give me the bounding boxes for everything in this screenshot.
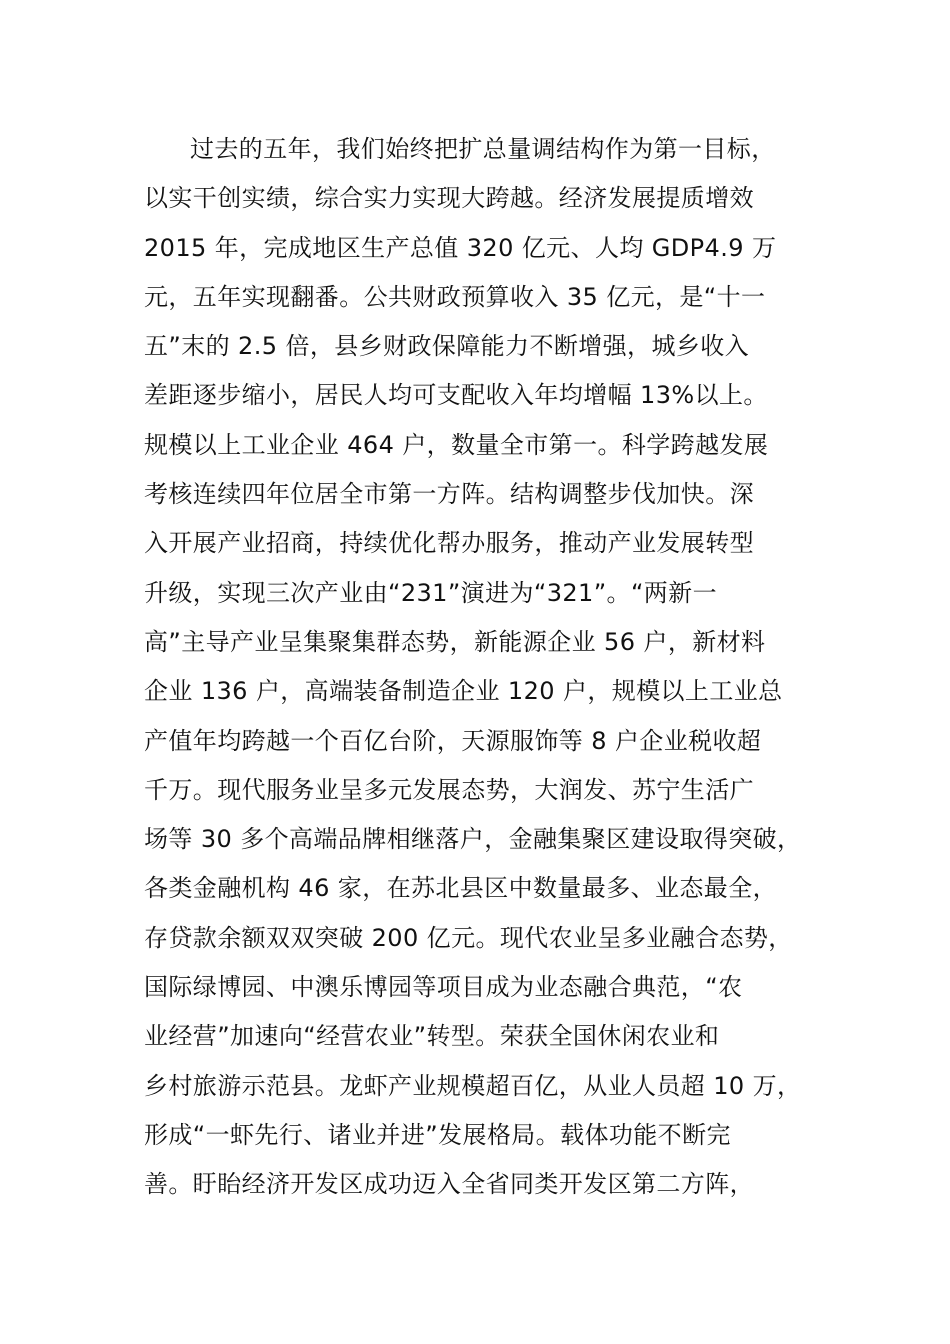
text-line: 场等 30 多个高端品牌相继落户，金融集聚区建设取得突破， — [144, 825, 802, 854]
text-line: 入开展产业招商，持续优化帮办服务，推动产业发展转型 — [144, 529, 754, 558]
text-line: 善。盱眙经济开发区成功迈入全省同类开发区第二方阵， — [144, 1170, 754, 1199]
text-line: 国际绿博园、中澳乐博园等项目成为业态融合典范，“农 — [144, 973, 743, 1002]
text-line: 五”末的 2.5 倍，县乡财政保障能力不断增强，城乡收入 — [144, 332, 750, 361]
text-line: 产值年均跨越一个百亿台阶，天源服饰等 8 户企业税收超 — [144, 726, 762, 755]
text-line: 升级，实现三次产业由“231”演进为“321”。“两新一 — [144, 578, 717, 607]
text-line: 形成“一虾先行、诸业并进”发展格局。载体功能不断完 — [144, 1120, 731, 1149]
text-line: 企业 136 户，高端装备制造企业 120 户，规模以上工业总 — [144, 677, 783, 706]
text-line: 过去的五年，我们始终把扩总量调结构作为第一目标， — [190, 135, 776, 163]
text-line: 乡村旅游示范县。龙虾产业规模超百亿，从业人员超 10 万， — [144, 1071, 802, 1100]
text-line: 高”主导产业呈集聚集群态势，新能源企业 56 户，新材料 — [144, 627, 766, 656]
body-paragraph — [144, 125, 824, 1210]
text-line: 各类金融机构 46 家，在苏北县区中数量最多、业态最全， — [144, 874, 777, 903]
text-line: 存贷款余额双双突破 200 亿元。现代农业呈多业融合态势， — [144, 923, 793, 952]
text-line: 2015 年，完成地区生产总值 320 亿元、人均 GDP4.9 万 — [144, 233, 777, 262]
text-line: 考核连续四年位居全市第一方阵。结构调整步伐加快。深 — [144, 480, 754, 509]
text-line: 业经营”加速向“经营农业”转型。荣获全国休闲农业和 — [144, 1022, 720, 1051]
text-line: 元，五年实现翻番。公共财政预算收入 35 亿元，是“十一 — [144, 282, 766, 311]
text-line: 规模以上工业企业 464 户，数量全市第一。科学跨越发展 — [144, 430, 769, 459]
text-line: 千万。现代服务业呈多元发展态势，大润发、苏宁生活广 — [144, 775, 754, 804]
text-line: 差距逐步缩小，居民人均可支配收入年均增幅 13%以上。 — [144, 381, 768, 410]
text-line: 以实干创实绩，综合实力实现大跨越。经济发展提质增效 — [144, 184, 754, 213]
